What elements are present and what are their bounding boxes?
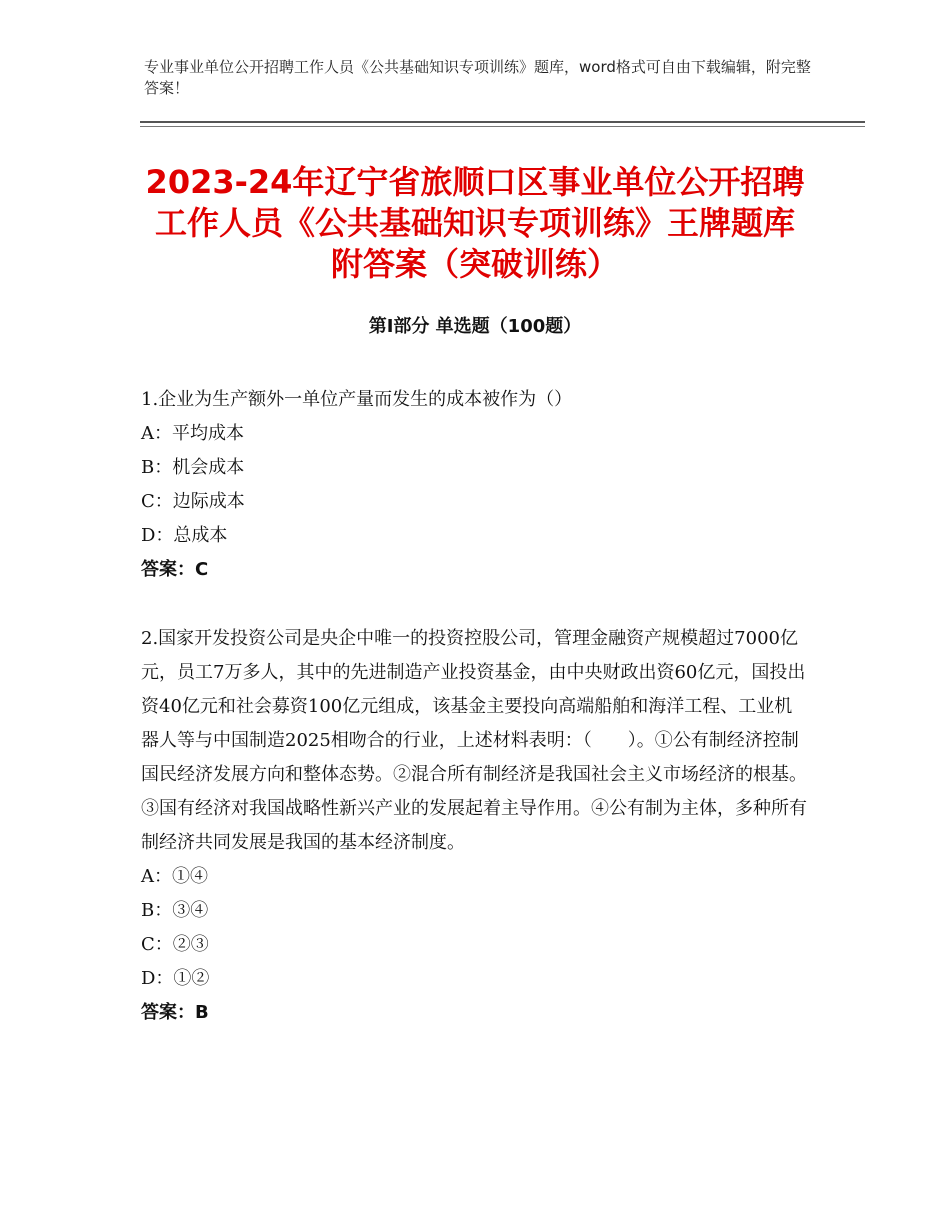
- option-a: A：平均成本: [141, 423, 244, 444]
- question-1: [141, 383, 809, 587]
- answer-line: 答案：B: [141, 1002, 209, 1023]
- document-title: 2023-24年辽宁省旅顺口区事业单位公开招聘工作人员《公共基础知识专项训练》王牌题库附答案（突破训练）: [145, 163, 805, 283]
- answer-line: 答案：C: [141, 559, 209, 580]
- option-d: D：①②: [141, 968, 210, 989]
- option-a: A：①④: [141, 866, 208, 887]
- section-title: 第Ⅰ部分 单选题（100题）: [368, 316, 582, 337]
- question-stem: 1.企业为生产额外一单位产量而发生的成本被作为（）: [141, 389, 573, 410]
- header-divider-thin: [140, 126, 865, 127]
- option-b: B：③④: [141, 900, 209, 921]
- header-note: 专业事业单位公开招聘工作人员《公共基础知识专项训练》题库，word格式可自由下载编辑，附完整答案！: [144, 58, 811, 97]
- option-c: C：边际成本: [141, 491, 245, 512]
- option-c: C：②③: [141, 934, 209, 955]
- question-2: [141, 622, 809, 1030]
- option-d: D：总成本: [141, 525, 228, 546]
- question-stem: 2.国家开发投资公司是央企中唯一的投资控股公司，管理金融资产规模超过7000亿元，员工7万多人，其中的先进制造产业投资基金，由中央财政出资60亿元，国投出资40亿元和社会募资100亿元组成，该基金主要投向高端船舶和海洋工程、工业机器人等与中国制造2025相吻合的行业，上述材料表明：（ ）。①公有制经济控制国民经济发展方向和整体态势。②混合所有制经济是我国社会主义市场经济的根基。③国有经济对我国战略性新兴产业的发展起着主导作用。④公有制为主体，多种所有制经济共同发展是我国的基本经济制度。: [141, 628, 807, 853]
- option-b: B：机会成本: [141, 457, 245, 478]
- header-divider-thick: [140, 121, 865, 123]
